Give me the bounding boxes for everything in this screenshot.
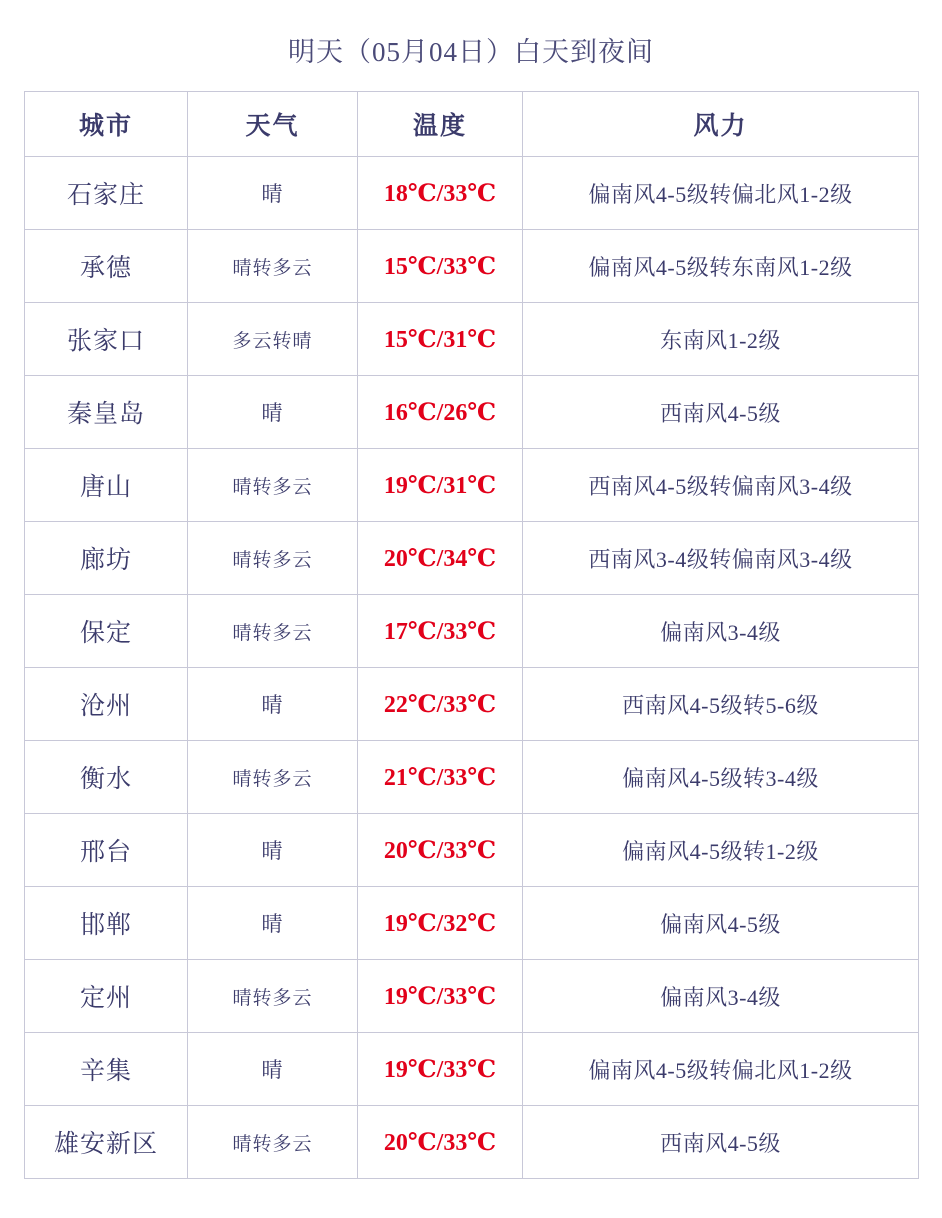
cell-temperature: 20℃/33℃ xyxy=(358,814,523,887)
cell-weather: 晴 xyxy=(188,814,358,887)
cell-weather: 晴 xyxy=(188,668,358,741)
cell-weather: 晴 xyxy=(188,157,358,230)
cell-wind: 偏南风3-4级 xyxy=(523,960,919,1033)
cell-weather: 晴 xyxy=(188,376,358,449)
cell-weather: 晴转多云 xyxy=(188,449,358,522)
cell-city: 衡水 xyxy=(25,741,188,814)
cell-wind: 偏南风4-5级转1-2级 xyxy=(523,814,919,887)
cell-temperature: 21℃/33℃ xyxy=(358,741,523,814)
cell-city: 唐山 xyxy=(25,449,188,522)
cell-weather: 晴转多云 xyxy=(188,960,358,1033)
table-row xyxy=(25,960,919,1033)
cell-weather: 晴转多云 xyxy=(188,595,358,668)
cell-temperature: 19℃/31℃ xyxy=(358,449,523,522)
cell-weather: 晴 xyxy=(188,1033,358,1106)
table-row xyxy=(25,303,919,376)
cell-wind: 西南风3-4级转偏南风3-4级 xyxy=(523,522,919,595)
page-title: 明天（05月04日）白天到夜间 xyxy=(288,37,654,67)
cell-temperature: 18℃/33℃ xyxy=(358,157,523,230)
cell-wind: 偏南风4-5级转偏北风1-2级 xyxy=(523,157,919,230)
table-row xyxy=(25,668,919,741)
cell-wind: 西南风4-5级 xyxy=(523,1106,919,1179)
cell-city: 辛集 xyxy=(25,1033,188,1106)
cell-wind: 西南风4-5级转5-6级 xyxy=(523,668,919,741)
cell-temperature: 17℃/33℃ xyxy=(358,595,523,668)
cell-city: 定州 xyxy=(25,960,188,1033)
table-row xyxy=(25,376,919,449)
column-header-weather: 天气 xyxy=(188,92,358,157)
cell-wind: 偏南风4-5级 xyxy=(523,887,919,960)
table-row xyxy=(25,449,919,522)
cell-temperature: 20℃/33℃ xyxy=(358,1106,523,1179)
cell-city: 石家庄 xyxy=(25,157,188,230)
cell-city: 承德 xyxy=(25,230,188,303)
table-row xyxy=(25,157,919,230)
table-row xyxy=(25,741,919,814)
cell-temperature: 22℃/33℃ xyxy=(358,668,523,741)
table-row xyxy=(25,814,919,887)
cell-city: 保定 xyxy=(25,595,188,668)
cell-wind: 偏南风3-4级 xyxy=(523,595,919,668)
table-row xyxy=(25,1106,919,1179)
table-row xyxy=(25,522,919,595)
cell-temperature: 15℃/31℃ xyxy=(358,303,523,376)
column-header-wind: 风力 xyxy=(523,92,919,157)
cell-wind: 西南风4-5级 xyxy=(523,376,919,449)
cell-wind: 偏南风4-5级转偏北风1-2级 xyxy=(523,1033,919,1106)
cell-city: 雄安新区 xyxy=(25,1106,188,1179)
cell-wind: 偏南风4-5级转东南风1-2级 xyxy=(523,230,919,303)
weather-table-wrapper xyxy=(24,91,918,1179)
cell-temperature: 19℃/32℃ xyxy=(358,887,523,960)
cell-temperature: 19℃/33℃ xyxy=(358,1033,523,1106)
cell-weather: 晴转多云 xyxy=(188,230,358,303)
cell-city: 张家口 xyxy=(25,303,188,376)
cell-weather: 晴转多云 xyxy=(188,741,358,814)
cell-city: 邯郸 xyxy=(25,887,188,960)
cell-temperature: 16℃/26℃ xyxy=(358,376,523,449)
table-header-row xyxy=(25,92,919,157)
table-row xyxy=(25,1033,919,1106)
cell-weather: 晴转多云 xyxy=(188,1106,358,1179)
cell-city: 秦皇岛 xyxy=(25,376,188,449)
weather-table xyxy=(24,91,919,1179)
cell-city: 廊坊 xyxy=(25,522,188,595)
table-row xyxy=(25,230,919,303)
cell-temperature: 20℃/34℃ xyxy=(358,522,523,595)
cell-wind: 偏南风4-5级转3-4级 xyxy=(523,741,919,814)
cell-temperature: 19℃/33℃ xyxy=(358,960,523,1033)
table-row xyxy=(25,595,919,668)
cell-weather: 晴转多云 xyxy=(188,522,358,595)
column-header-city: 城市 xyxy=(25,92,188,157)
cell-wind: 西南风4-5级转偏南风3-4级 xyxy=(523,449,919,522)
cell-wind: 东南风1-2级 xyxy=(523,303,919,376)
cell-city: 沧州 xyxy=(25,668,188,741)
cell-temperature: 15℃/33℃ xyxy=(358,230,523,303)
cell-weather: 晴 xyxy=(188,887,358,960)
table-header xyxy=(25,92,919,157)
table-row xyxy=(25,887,919,960)
table-body xyxy=(25,157,919,1179)
cell-weather: 多云转晴 xyxy=(188,303,358,376)
cell-city: 邢台 xyxy=(25,814,188,887)
column-header-temperature: 温度 xyxy=(358,92,523,157)
